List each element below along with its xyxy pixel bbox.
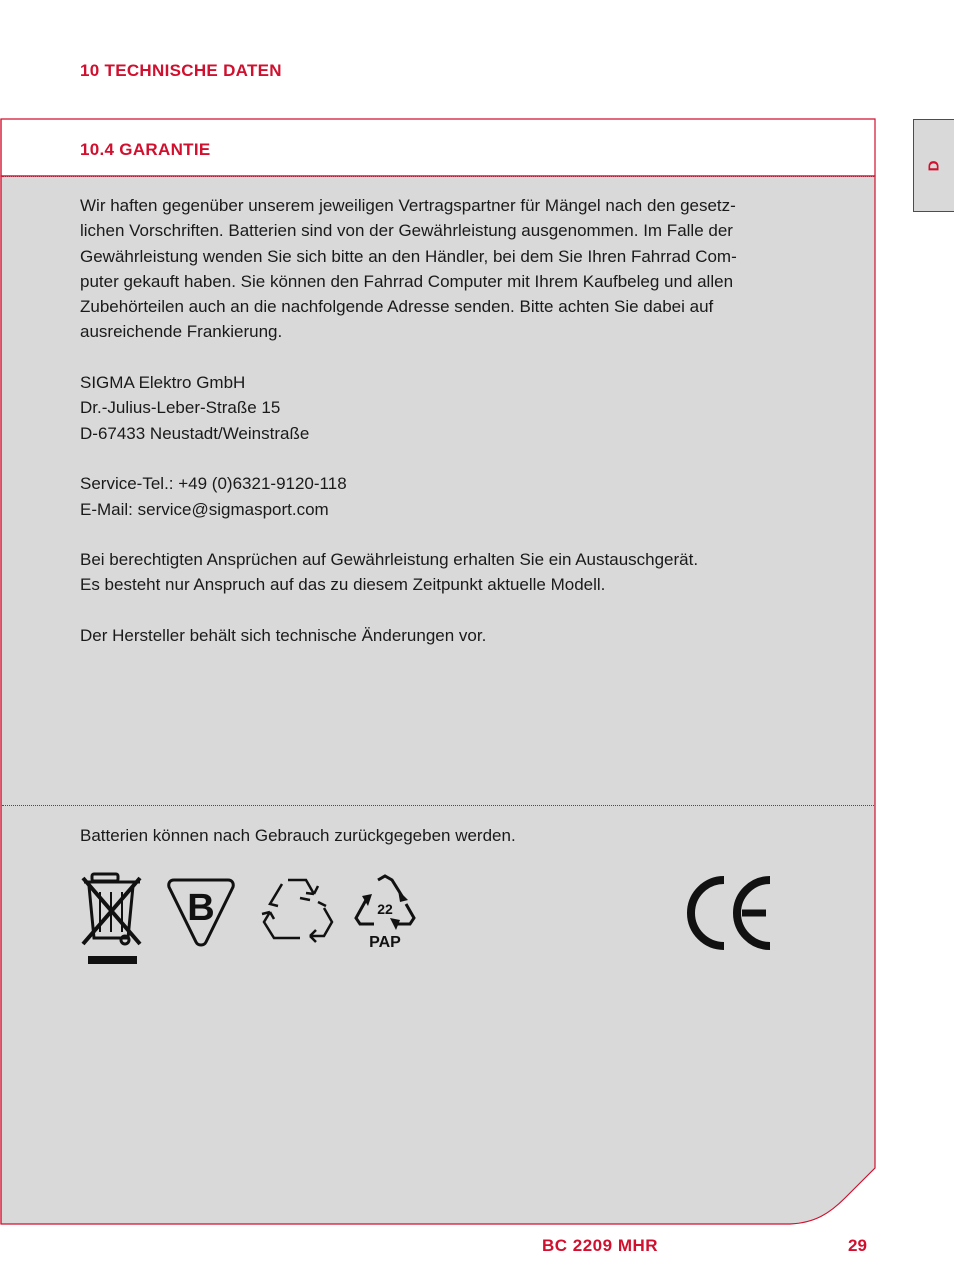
ce-mark-icon [682,874,776,952]
address-line: D-67433 Neustadt/Weinstraße [80,423,310,443]
section-title: 10.4 GARANTIE [80,140,211,159]
language-tab-label: D [925,160,943,172]
pap-label: PAP [369,934,401,951]
service-phone: Service-Tel.: +49 (0)6321-9120-118 [80,474,347,494]
text-line: Zubehörteilen auch an die nachfolgende Adresse senden. Bitte achten Sie dabei auf [80,297,714,317]
text-line: Wir haften gegenüber unserem jeweiligen Vertragspartner für Mängel nach den gesetz- [80,196,736,215]
service-email[interactable]: E-Mail: service@sigmasport.com [80,499,329,519]
text-line: Gewährleistung wenden Sie sich bitte an den Händler, bei dem Sie Ihren Fahrrad Com- [80,246,737,266]
text-line: Es besteht nur Anspruch auf das zu diesem Zeitpunkt aktuelle Modell. [80,575,606,595]
battery-return-text: Batterien können nach Gebrauch zurückgegeben werden. [80,826,516,845]
divider-top [2,176,874,177]
warranty-text [80,193,820,648]
pap-22-recycle-icon [352,872,418,952]
page-number: 29 [848,1236,867,1255]
recycle-icon [260,876,334,946]
battery-b-icon [166,876,236,948]
address-line: Dr.-Julius-Leber-Straße 15 [80,398,281,418]
text-line: puter gekauft haben. Sie können den Fahrrad Computer mit Ihrem Kaufbeleg und allen [80,271,734,291]
footer-model: BC 2209 MHR [542,1236,659,1255]
pap-number: 22 [377,901,393,917]
chapter-title: 10 TECHNISCHE DATEN [80,61,282,80]
text-line: Der Hersteller behält sich technische Änderungen vor. [80,626,487,646]
crossed-bin-icon [80,872,144,968]
address-line: SIGMA Elektro GmbH [80,373,246,393]
text-line: ausreichende Frankierung. [80,322,283,342]
text-line: Bei berechtigten Ansprüchen auf Gewährleistung erhalten Sie ein Austauschgerät. [80,550,699,570]
svg-text:B: B [187,887,215,929]
text-line: lichen Vorschriften. Batterien sind von der Gewährleistung ausgenommen. Im Falle der [80,221,733,241]
divider-bottom [2,805,874,806]
